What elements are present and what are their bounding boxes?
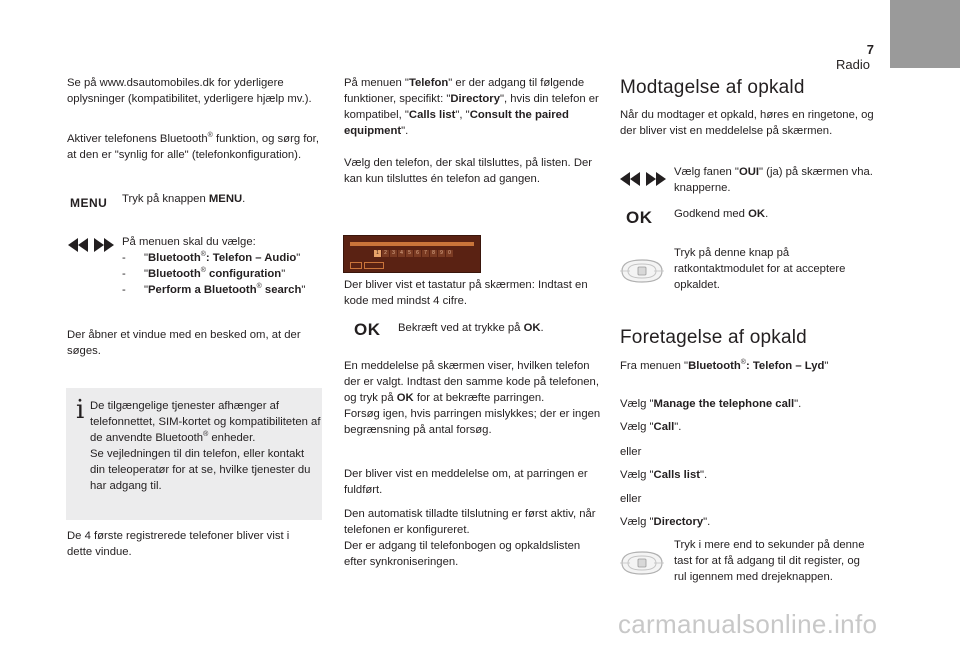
list-item: - "Bluetooth® configuration" [122,267,286,280]
pairing-complete-paragraph: Der bliver vist en meddelelse om, at parringen er fuldført. [344,468,588,496]
steering-wheel-button-icon [618,256,666,286]
activate-bluetooth-paragraph: Aktiver telefonens Bluetooth® funktion, og sørg for, at den er "synlig for alle" (telefonkonfiguration). [67,132,319,161]
select-manage-call: Vælg "Manage the telephone call". [620,398,802,410]
receive-call-paragraph: Når du modtager et opkald, høres en ringetone, og der bliver vist en meddelelse på skærmen. [620,109,874,137]
select-call: Vælg "Call". [620,421,682,433]
list-item: - "Perform a Bluetooth® search" [122,283,306,296]
select-oui-instruction: Vælg fanen "OUI" (ja) på skærmen vha. knapperne. [674,166,873,194]
keypad-paragraph: Der bliver vist et tastatur på skærmen: Indtast en kode med mindst 4 cifre. [344,279,588,307]
heading-make-call: Foretagelse af opkald [620,327,807,348]
info-icon: i [76,395,85,425]
telefon-menu-paragraph: På menuen "Telefon" er der adgang til følgende funktioner, specifikt: "Directory", hvis din telefon er kompatibel, "Calls list", "Consult the paired equipment". [344,77,599,137]
menu-choose-intro: På menuen skal du vælge: [122,236,256,248]
confirm-ok-instruction: Bekræft ved at trykke på OK. [398,322,544,334]
from-menu-line: Fra menuen "Bluetooth®: Telefon – Lyd" [620,359,829,372]
screen-digit: 8 [430,250,437,257]
section-title: Radio [836,57,870,72]
screen-digit: 5 [406,250,413,257]
menu-button-icon: MENU [70,196,108,210]
screen-soft-key [350,262,362,269]
registered-phones-paragraph: De 4 første registrerede telefoner bliver vist i dette vindue. [67,530,290,558]
list-item: - "Bluetooth®: Telefon – Audio" [122,251,301,264]
screen-title-bar [350,242,474,246]
hold-key-instruction: Tryk i mere end to sekunder på denne tast for at få adgang til dit register, og rul igennem med drejeknappen. [674,539,865,583]
select-calls-list: Vælg "Calls list". [620,469,708,481]
ok-button-icon: OK [626,208,653,227]
page-number: 7 [866,42,874,57]
screen-soft-key [364,262,384,269]
website-paragraph: Se på www.dsautomobiles.dk for yderligere oplysninger (kompatibilitet, yderligere hjælp mv.). [67,77,312,105]
watermark: carmanualsonline.info [618,609,878,639]
screen-digit-row [374,250,453,257]
arrow-buttons-icon [68,238,114,252]
screen-digit: 6 [414,250,421,257]
or-separator: eller [620,446,642,458]
auto-connect-paragraph: Den automatisk tilladte tilslutning er først aktiv, når telefonen er konfigureret. Der er adgang til telefonbogen og opkaldslisten efter synkroniseringen. [344,508,596,568]
screen-digit: 4 [398,250,405,257]
searching-paragraph: Der åbner et vindue med en besked om, at der søges. [67,329,301,357]
keypad-screen-image [343,235,481,273]
arrow-buttons-icon [620,172,666,186]
approve-ok-instruction: Godkend med OK. [674,208,769,220]
ok-button-icon: OK [354,320,381,339]
screen-digit: 2 [382,250,389,257]
select-directory: Vælg "Directory". [620,516,711,528]
screen-digit: 0 [446,250,453,257]
info-box [66,388,322,520]
menu-instruction: Tryk på knappen MENU. [122,193,246,205]
info-text: De tilgængelige tjenester afhænger af telefonnettet, SIM-kortet og kompatibiliteten af de anvendte Bluetooth® enheder. Se vejledningen til din telefon, eller kontakt din teleoperatør for at se, hvilke tjenester du har adgang til. [90,400,321,492]
menu-choice-list [122,250,332,298]
chapter-tab [890,0,960,68]
screen-digit: 9 [438,250,445,257]
or-separator: eller [620,493,642,505]
wheel-accept-instruction: Tryk på denne knap på ratkontaktmodulet for at acceptere opkaldet. [674,247,846,291]
select-phone-paragraph: Vælg den telefon, der skal tilsluttes, på listen. Der kan kun tilsluttes én telefon ad gangen. [344,157,593,185]
steering-wheel-button-icon [618,548,666,578]
screen-digit: 3 [390,250,397,257]
pairing-message-paragraph: En meddelelse på skærmen viser, hvilken telefon der er valgt. Indtast den samme kode på telefonen, og tryk på OK for at bekræfte parringen. Forsøg igen, hvis parringen mislykkes; der er ingen begrænsning på antal forsøg. [344,360,601,436]
screen-digit: 7 [422,250,429,257]
heading-receive-call: Modtagelse af opkald [620,77,805,98]
screen-digit: 1 [374,250,381,257]
